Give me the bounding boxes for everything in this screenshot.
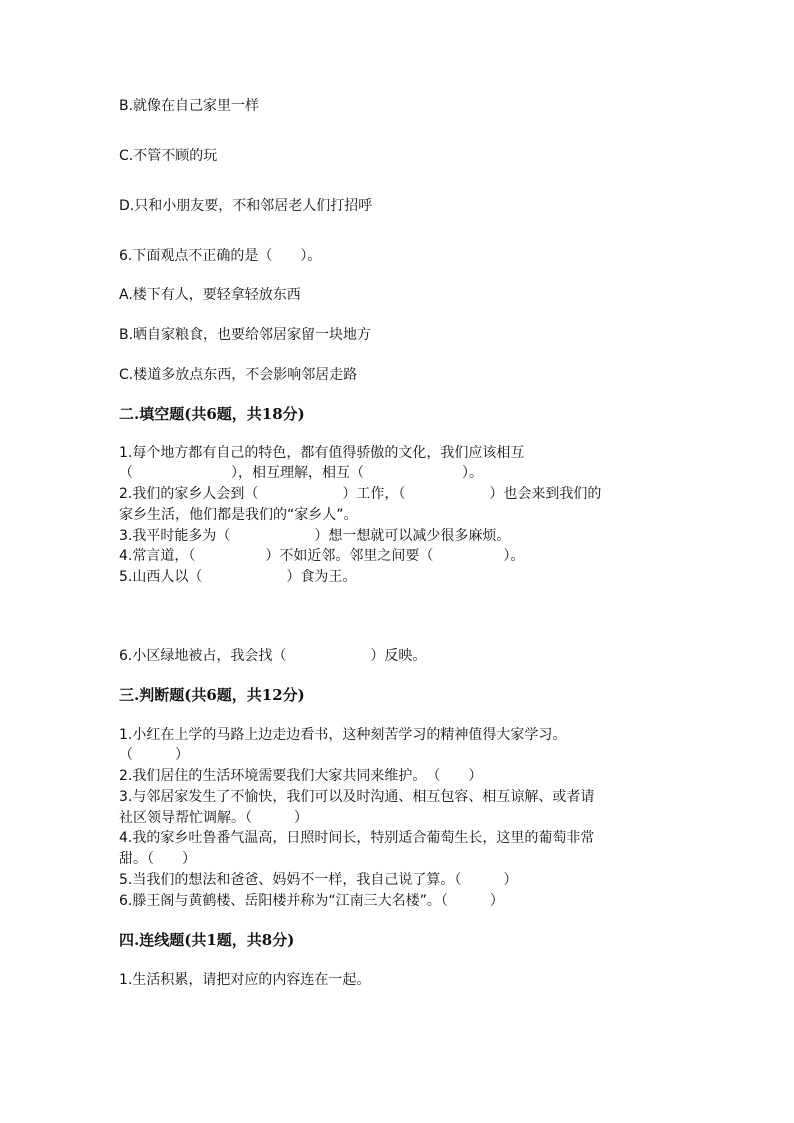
judge-line: 6.滕王阁与黄鹤楼、岳阳楼并称为“江南三大名楼”。（ ） — [119, 893, 504, 909]
fill-line: 2.我们的家乡人会到（ ）工作，（ ）也会来到我们的 — [119, 486, 602, 502]
match-line: 1.生活积累，请把对应的内容连在一起。 — [119, 972, 371, 988]
judge-line: 1.小红在上学的马路上边走边看书，这种刻苦学习的精神值得大家学习。 — [119, 727, 567, 743]
q6-option-b: B.晒自家粮食，也要给邻居家留一块地方 — [119, 327, 372, 343]
fill-line: 家乡生活，他们都是我们的“家乡人”。 — [119, 507, 358, 523]
fill-line: 1.每个地方都有自己的特色，都有值得骄傲的文化，我们应该相互 — [119, 445, 525, 461]
q5-option-b: B.就像在自己家里一样 — [119, 98, 260, 114]
section-match-heading: 四.连线题(共1题，共8分) — [119, 931, 295, 949]
judge-line: （ ） — [119, 747, 189, 763]
q5-option-c: C.不管不顾的玩 — [119, 148, 218, 164]
judge-line: 4.我的家乡吐鲁番气温高，日照时间长，特别适合葡萄生长，这里的葡萄非常 — [119, 830, 595, 846]
q6-option-a: A.楼下有人，要轻拿轻放东西 — [119, 287, 301, 303]
judge-line: 甜。（ ） — [119, 851, 196, 867]
judge-line: 社区领导帮忙调解。（ ） — [119, 810, 308, 826]
fill-line: （ ），相互理解，相互（ ）。 — [119, 465, 483, 481]
fill-line: 3.我平时能多为（ ）想一想就可以减少很多麻烦。 — [119, 528, 511, 544]
q6-stem: 6.下面观点不正确的是（ ）。 — [119, 248, 322, 264]
q6-option-c: C.楼道多放点东西，不会影响邻居走路 — [119, 367, 358, 383]
fill-line: 5.山西人以（ ）食为王。 — [119, 569, 357, 585]
judge-line: 5.当我们的想法和爸爸、妈妈不一样，我自己说了算。（ ） — [119, 872, 518, 888]
fill-line: 6.小区绿地被占，我会找（ ）反映。 — [119, 648, 427, 664]
section-judge-heading: 三.判断题(共6题，共12分) — [119, 686, 305, 704]
judge-line: 3.与邻居家发生了不愉快，我们可以及时沟通、相互包容、相互谅解、或者请 — [119, 789, 595, 805]
q5-option-d: D.只和小朋友要，不和邻居老人们打招呼 — [119, 198, 373, 214]
section-fill-heading: 二.填空题(共6题，共18分) — [119, 405, 305, 423]
fill-line: 4.常言道，（ ）不如近邻。邻里之间要（ ）。 — [119, 548, 525, 564]
judge-line: 2.我们居住的生活环境需要我们大家共同来维护。 （ ） — [119, 768, 483, 784]
